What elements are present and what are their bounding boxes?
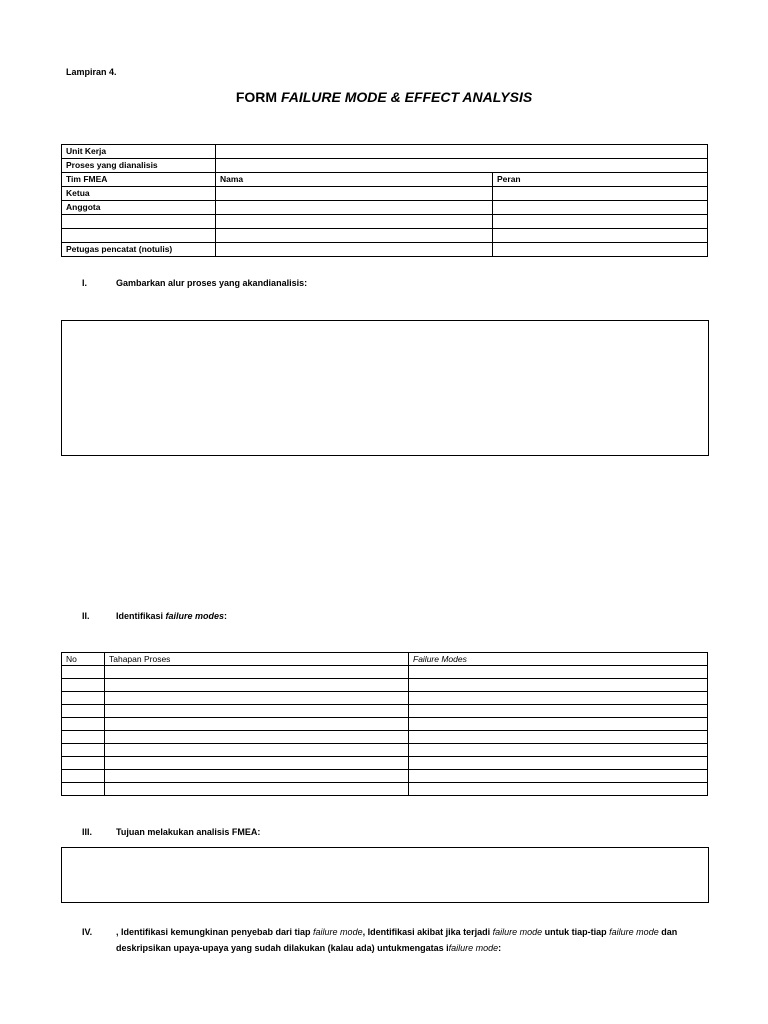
section-text: [116, 611, 227, 621]
team-label: Tim FMEA: [62, 173, 216, 187]
team-row-empty: [62, 215, 708, 229]
no-cell[interactable]: [62, 744, 105, 757]
failure-mode-cell[interactable]: [409, 666, 708, 679]
tahapan-cell[interactable]: [105, 718, 409, 731]
page-title: [0, 89, 768, 105]
tahapan-cell[interactable]: [105, 666, 409, 679]
tahapan-cell[interactable]: [105, 679, 409, 692]
column-header-no: No: [62, 653, 105, 666]
failure-mode-cell[interactable]: [409, 783, 708, 796]
failure-mode-cell[interactable]: [409, 718, 708, 731]
section-text-italic: failure mode: [609, 927, 659, 937]
nama-cell[interactable]: [216, 229, 493, 243]
table-header-row: [62, 653, 708, 666]
failure-modes-table: [61, 652, 708, 796]
team-label: Anggota: [62, 201, 216, 215]
no-cell[interactable]: [62, 770, 105, 783]
team-row-unit: [62, 145, 708, 159]
no-cell[interactable]: [62, 666, 105, 679]
process-flow-box[interactable]: [61, 320, 709, 456]
tahapan-cell[interactable]: [105, 705, 409, 718]
tahapan-cell[interactable]: [105, 744, 409, 757]
team-row-tim: [62, 173, 708, 187]
peran-cell[interactable]: [493, 201, 708, 215]
no-cell[interactable]: [62, 679, 105, 692]
failure-mode-cell[interactable]: [409, 744, 708, 757]
team-table: [61, 144, 708, 257]
peran-header: Peran: [493, 173, 708, 187]
no-cell[interactable]: [62, 692, 105, 705]
column-header-tahapan: Tahapan Proses: [105, 653, 409, 666]
section-number: I.: [82, 278, 88, 288]
no-cell[interactable]: [62, 757, 105, 770]
team-row-notulis: [62, 243, 708, 257]
team-row-empty: [62, 229, 708, 243]
team-row-ketua: [62, 187, 708, 201]
section-text-italic: failure mode: [313, 927, 363, 937]
table-row: [62, 679, 708, 692]
team-label: [62, 229, 216, 243]
table-row: [62, 705, 708, 718]
failure-mode-cell[interactable]: [409, 731, 708, 744]
peran-cell[interactable]: [493, 187, 708, 201]
table-row: [62, 718, 708, 731]
section-number: IV.: [82, 927, 93, 937]
title-prefix: FORM: [235, 89, 281, 105]
section-4-heading: [82, 924, 702, 956]
section-number: II.: [82, 611, 90, 621]
team-label: Petugas pencatat (notulis): [62, 243, 216, 257]
no-cell[interactable]: [62, 783, 105, 796]
no-cell[interactable]: [62, 731, 105, 744]
section-text-plain: Identifikasi: [116, 611, 166, 621]
tahapan-cell[interactable]: [105, 731, 409, 744]
team-row-proses: [62, 159, 708, 173]
tahapan-cell[interactable]: [105, 757, 409, 770]
section-number: III.: [82, 827, 93, 837]
peran-cell[interactable]: [493, 243, 708, 257]
team-label: Ketua: [62, 187, 216, 201]
nama-cell[interactable]: [216, 215, 493, 229]
table-row: [62, 666, 708, 679]
section-text-plain: dan deskripsikan upaya-upaya yang sudah dilakukan (kalau ada) untukmengatas i: [116, 927, 678, 953]
peran-cell[interactable]: [493, 215, 708, 229]
team-value-cell[interactable]: [216, 145, 708, 159]
nama-header: Nama: [216, 173, 493, 187]
table-row: [62, 783, 708, 796]
section-text-italic: failure mode: [448, 943, 499, 953]
table-row: [62, 757, 708, 770]
table-row: [62, 770, 708, 783]
table-row: [62, 692, 708, 705]
section-text: [116, 924, 702, 956]
team-label: Unit Kerja: [62, 145, 216, 159]
attachment-label: Lampiran 4.: [66, 67, 117, 77]
no-cell[interactable]: [62, 705, 105, 718]
failure-mode-cell[interactable]: [409, 770, 708, 783]
failure-mode-cell[interactable]: [409, 692, 708, 705]
failure-mode-cell[interactable]: [409, 757, 708, 770]
section-text: Tujuan melakukan analisis FMEA:: [116, 827, 261, 837]
no-cell[interactable]: [62, 718, 105, 731]
section-text-plain: , Identifikasi akibat jika terjadi: [362, 927, 493, 937]
nama-cell[interactable]: [216, 201, 493, 215]
title-italic: FAILURE MODE & EFFECT ANALYSIS: [280, 89, 533, 105]
section-text-plain: , Identifikasi kemungkinan penyebab dari tiap: [116, 927, 314, 937]
team-value-cell[interactable]: [216, 159, 708, 173]
nama-cell[interactable]: [216, 187, 493, 201]
tahapan-cell[interactable]: [105, 770, 409, 783]
team-row-anggota: [62, 201, 708, 215]
fmea-purpose-box[interactable]: [61, 847, 709, 903]
failure-mode-cell[interactable]: [409, 679, 708, 692]
team-label: Proses yang dianalisis: [62, 159, 216, 173]
table-row: [62, 731, 708, 744]
section-text-italic: failure mode: [492, 927, 543, 937]
section-text-plain: untuk tiap-tiap: [542, 927, 610, 937]
table-row: [62, 744, 708, 757]
tahapan-cell[interactable]: [105, 783, 409, 796]
section-text: Gambarkan alur proses yang akandianalisis:: [116, 278, 308, 288]
failure-mode-cell[interactable]: [409, 705, 708, 718]
section-text-plain: :: [498, 943, 502, 953]
nama-cell[interactable]: [216, 243, 493, 257]
peran-cell[interactable]: [493, 229, 708, 243]
tahapan-cell[interactable]: [105, 692, 409, 705]
section-text-italic: failure modes: [165, 611, 225, 621]
team-label: [62, 215, 216, 229]
section-text-suffix: :: [224, 611, 228, 621]
column-header-failure-modes: Failure Modes: [409, 653, 708, 666]
